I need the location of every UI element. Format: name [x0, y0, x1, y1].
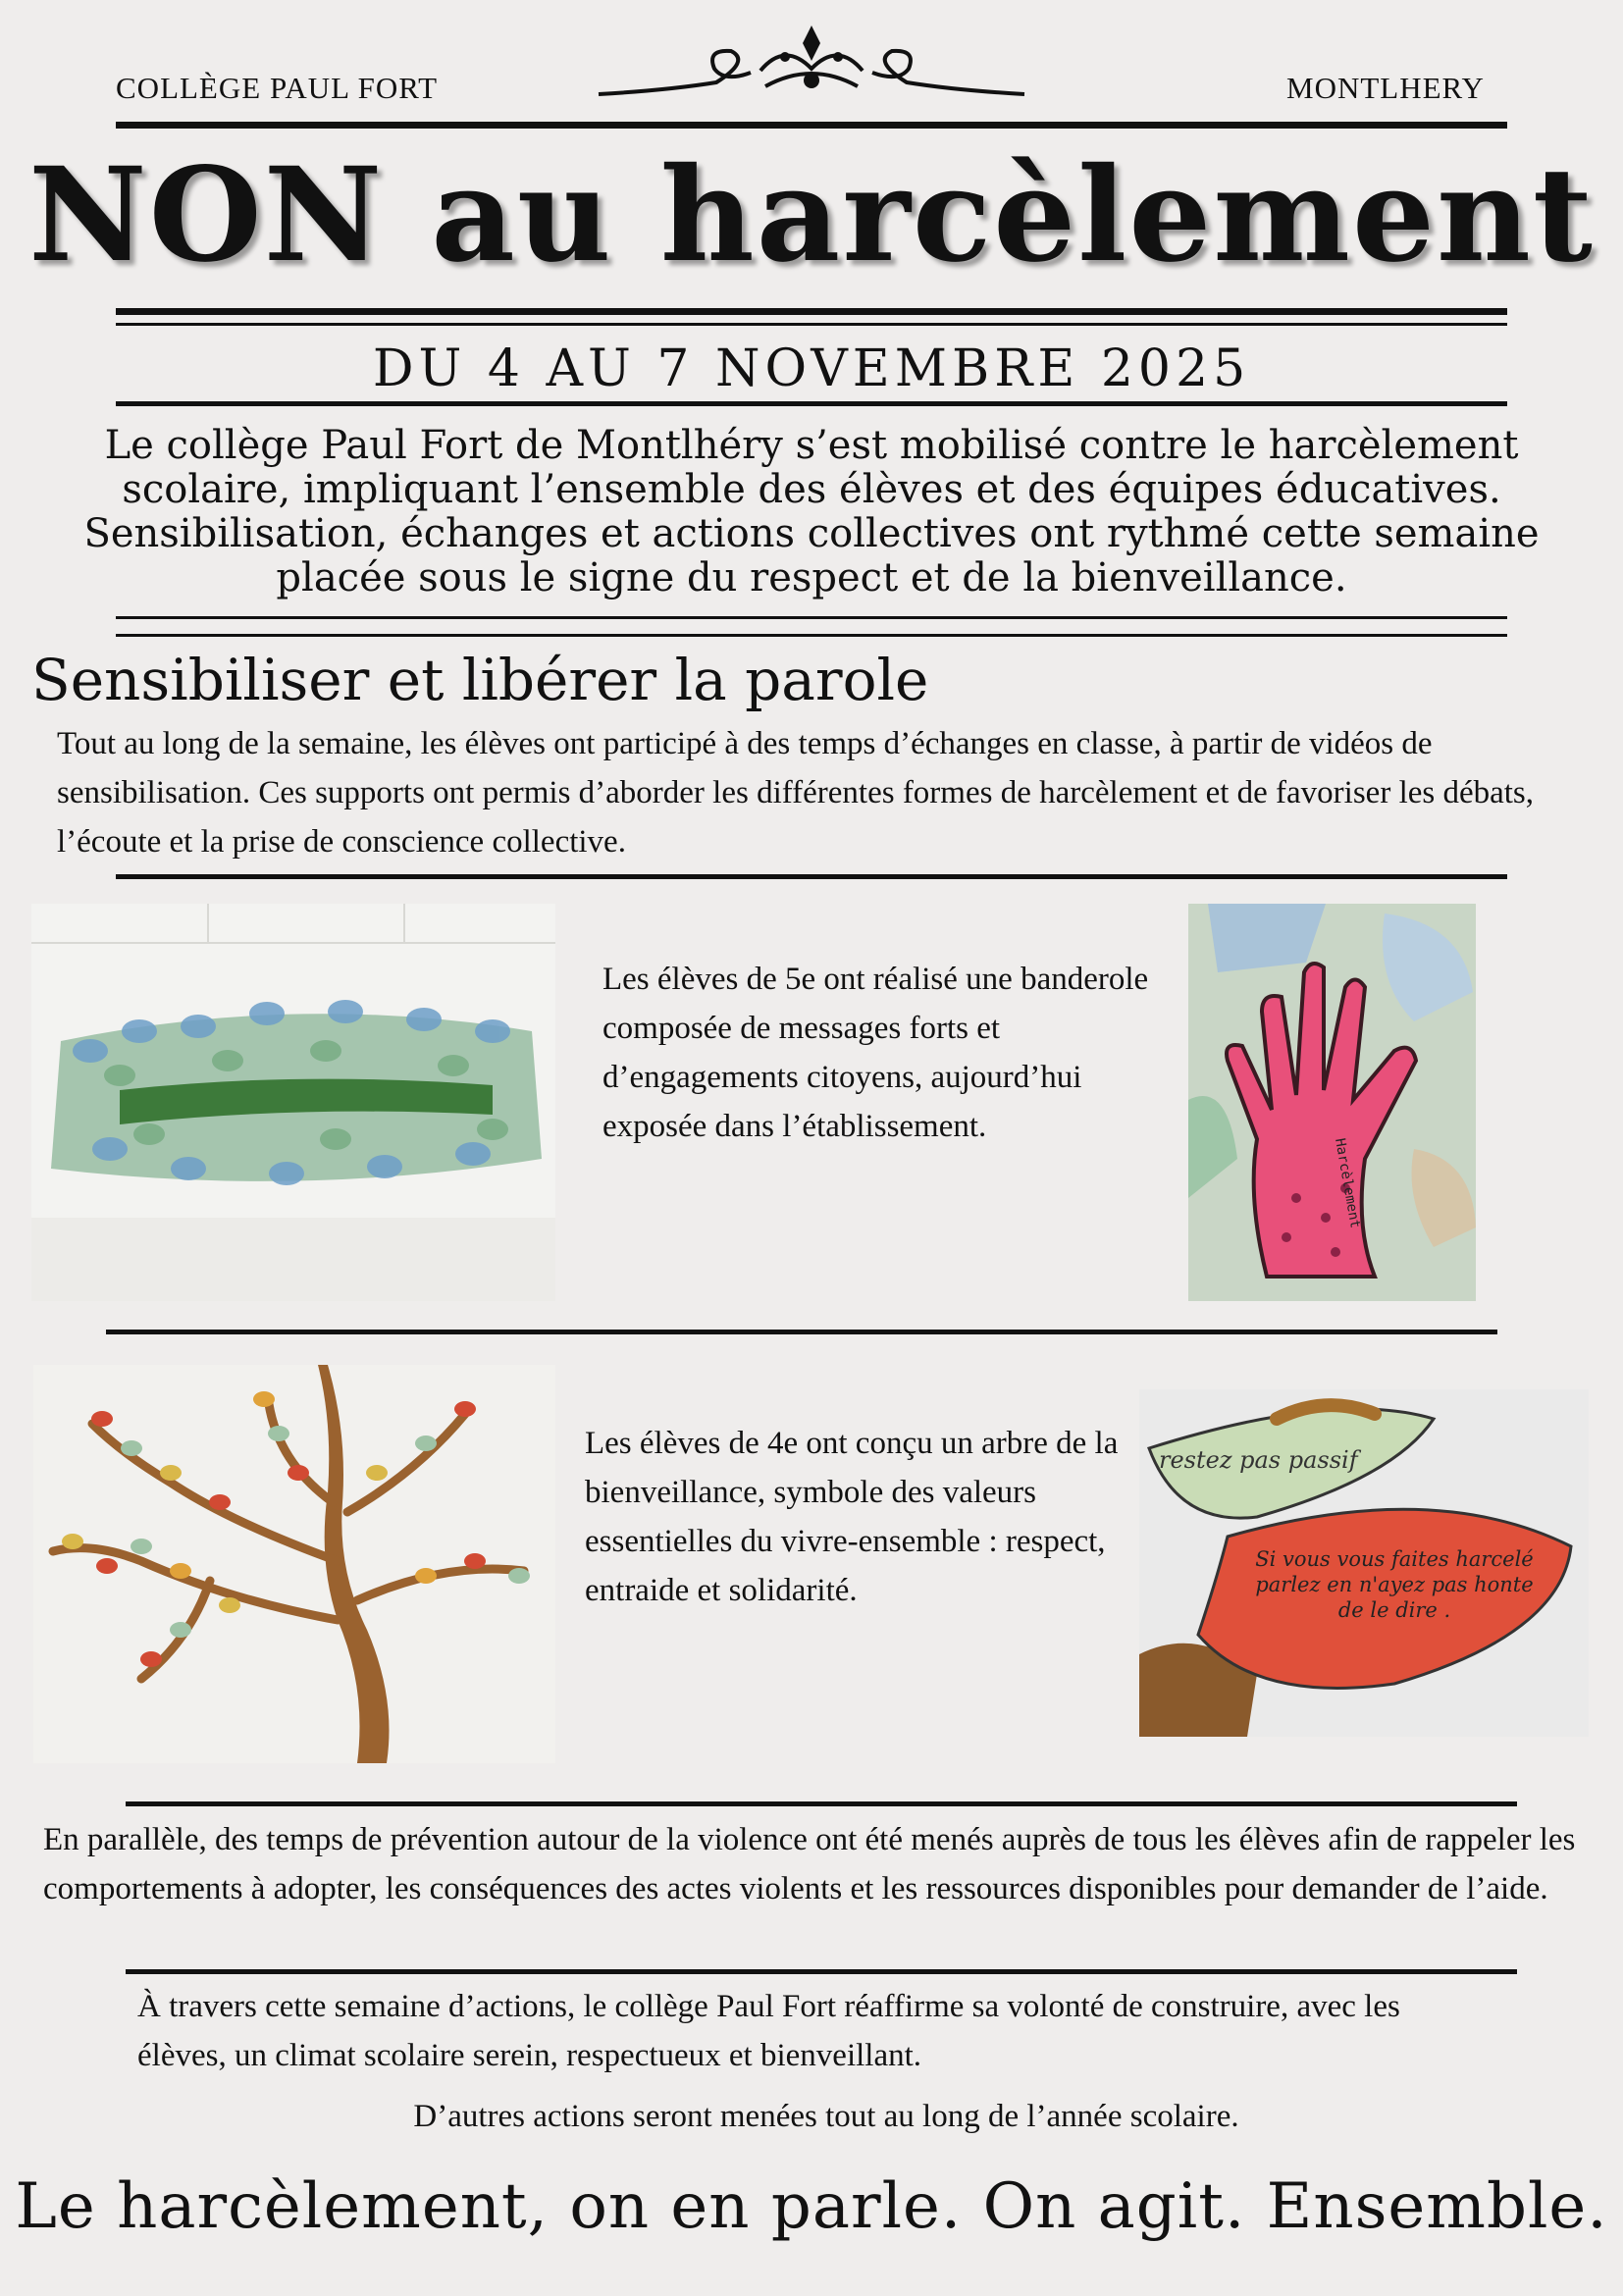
- leaf-top-text: restez pas passif: [1159, 1446, 1358, 1474]
- tree-caption: Les élèves de 4e ont conçu un arbre de la bienveillance, symbole des valeurs essentielles du vivre-ensemble : respect, entraide et solidarité.: [585, 1426, 1119, 1608]
- school-name: COLLÈGE PAUL FORT: [116, 71, 439, 105]
- leaf-bottom-text: Si vous vous faites harcelé parlez en n'ayez pas honte de le dire .: [1255, 1547, 1534, 1622]
- intro-rule-1: [116, 616, 1507, 619]
- hand-photo: [1188, 904, 1476, 1301]
- town-name: MONTLHERY: [1286, 71, 1485, 105]
- section-rule: [116, 874, 1507, 879]
- scroll-ornament-icon: [589, 22, 1034, 106]
- prevention-paragraph: En parallèle, des temps de prévention autour de la violence ont été menés auprès de tous les élèves afin de rappeler les comportements à adopter, les conséquences des actes violents et les ressources disponibles pour demander de l’aide.: [43, 1822, 1576, 1906]
- top-rule: [116, 122, 1507, 129]
- banner-caption: Les élèves de 5e ont réalisé une banderole composée de messages forts et d’engagements citoyens, aujourd’hui exposée dans l’établissement.: [602, 962, 1149, 1144]
- prevention-rule: [126, 1969, 1517, 1974]
- section-heading: Sensibiliser et libérer la parole: [31, 647, 929, 713]
- row1-rule: [106, 1330, 1497, 1334]
- dates-rule: [116, 401, 1507, 406]
- closing-note: D’autres actions seront menées tout au long de l’année scolaire.: [413, 2099, 1239, 2134]
- hand-text: Harcèlement: [1332, 1136, 1363, 1230]
- intro-rule-2: [116, 634, 1507, 637]
- title-rule-thick: [116, 308, 1507, 315]
- page-title: NON au harcèlement: [28, 139, 1595, 291]
- row2-rule: [126, 1801, 1517, 1806]
- title-rule-thin: [116, 323, 1507, 326]
- banner-photo: [31, 904, 555, 1301]
- leaves-photo: [1139, 1389, 1589, 1737]
- section-paragraph: Tout au long de la semaine, les élèves ont participé à des temps d’échanges en classe, à partir de vidéos de sensibilisation. Ces supports ont permis d’aborder les différentes formes de harcèlement et de favoriser les débats, l’écoute et la prise de conscience collective.: [57, 726, 1535, 860]
- closing-paragraph: À travers cette semaine d’actions, le collège Paul Fort réaffirme sa volonté de construire, avec les élèves, un climat scolaire serein, respectueux et bienveillant.: [137, 1989, 1400, 2073]
- tree-photo: [33, 1365, 555, 1763]
- intro-paragraph: Le collège Paul Fort de Montlhéry s’est mobilisé contre le harcèlement scolaire, impliquant l’ensemble des élèves et des équipes éducatives. Sensibilisation, échanges et actions collectives ont rythmé cette semaine placée sous le signe du respect et de la bienveillance.: [83, 423, 1540, 600]
- slogan: Le harcèlement, on en parle. On agit. Ensemble.: [15, 2170, 1608, 2243]
- event-dates: DU 4 AU 7 NOVEMBRE 2025: [372, 339, 1251, 398]
